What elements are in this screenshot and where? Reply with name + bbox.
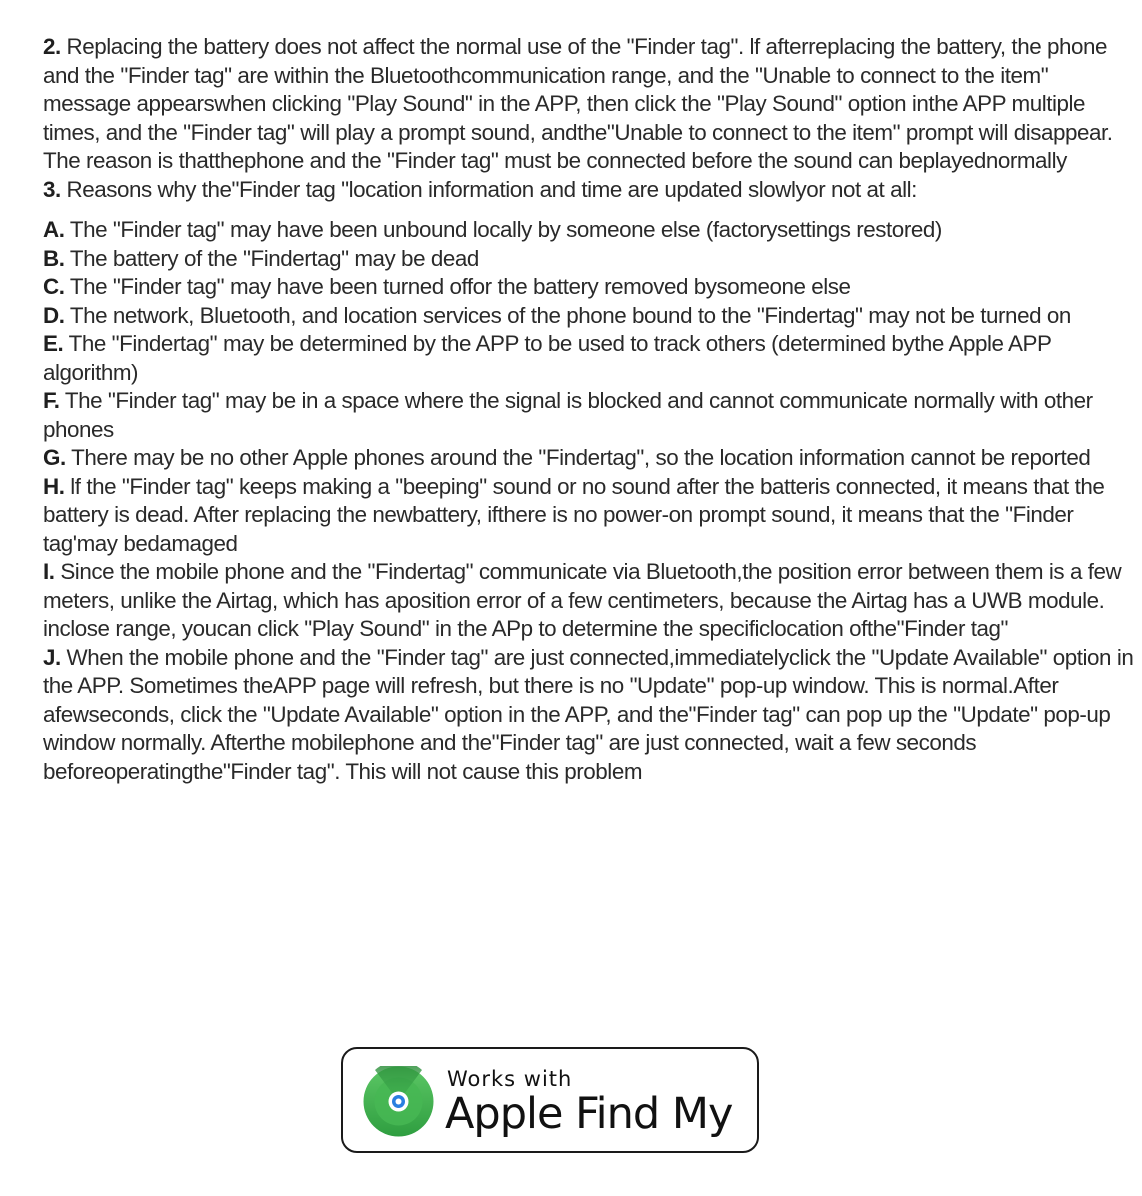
paragraph-text: Reasons why the"Finder tag "location information and time are updated slowlyor not at all:	[60, 176, 917, 202]
list-item-h	[43, 473, 1135, 559]
list-marker: A.	[43, 217, 65, 242]
list-marker: D.	[43, 302, 65, 328]
list-item-j	[43, 644, 1135, 787]
list-marker: H.	[43, 473, 65, 499]
list-item-text: When the mobile phone and the "Finder tag" are just connected,immediatelyclick the "Update Available" option in the APP. Sometimes theAPP page will refresh, but there is no "Update" pop-up window. This is normal.After afewseconds, click the "Update Available" option in the APP, and the"Finder tag" can pop up the "Update" pop-up window normally. Afterthe mobilephone and the"Finder tag" are just connected, wait a few seconds beforeoperatingthe"Finder tag". This will not cause this problem	[43, 644, 1134, 784]
list-marker: F.	[43, 388, 60, 413]
list-item-text: The "Finder tag" may be in a space where the signal is blocked and cannot communicate normally with other phones	[43, 388, 1093, 442]
list-item-c	[43, 273, 1135, 302]
paragraph-2	[43, 33, 1135, 176]
list-item-text: Since the mobile phone and the "Findertag" communicate via Bluetooth,the position error between them is a few meters, unlike the Airtag, which has aposition error of a few centimeters, because the Airtag has a UWB module. inclose range, youcan click "Play Sound" in the APp to determine the specificlocation ofthe"Finder tag"	[43, 559, 1122, 641]
paragraph-marker: 3.	[43, 176, 61, 202]
paragraph-marker: 2.	[43, 34, 61, 59]
list-item-i	[43, 558, 1135, 644]
works-with-find-my-badge	[341, 1047, 759, 1153]
list-marker: I.	[43, 559, 55, 584]
instructions-text	[43, 33, 1135, 786]
find-my-radar-icon	[363, 1066, 434, 1137]
list-item-text: The "Finder tag" may have been turned offor the battery removed bysomeone else	[64, 274, 851, 299]
list-item-g	[43, 444, 1135, 473]
paragraph-3	[43, 176, 1135, 205]
list-item-b	[43, 245, 1135, 274]
apple-find-my-label: Apple Find My	[445, 1089, 733, 1139]
works-with-label: Works with	[447, 1067, 573, 1091]
list-item-e	[43, 330, 1135, 387]
list-item-text: lf the "Finder tag" keeps making a "beeping" sound or no sound after the batteris connected, it means that the battery is dead. After replacing the newbattery, ifthere is no power-on prompt sound, it means that the "Finder tag'may bedamaged	[43, 473, 1105, 556]
list-item-text: The battery of the "Findertag" may be dead	[64, 245, 479, 271]
list-marker: J.	[43, 644, 61, 670]
list-marker: G.	[43, 445, 66, 470]
list-item-text: There may be no other Apple phones around the "Findertag", so the location information cannot be reported	[65, 445, 1091, 470]
list-item-d	[43, 302, 1135, 331]
list-item-text: The network, Bluetooth, and location services of the phone bound to the "Findertag" may not be turned on	[64, 302, 1071, 328]
paragraph-text: Replacing the battery does not affect the normal use of the "Finder tag". lf afterreplacing the battery, the phone and the "Finder tag" are within the Bluetoothcommunication range, and the "Unable to connect to the item" message appearswhen clicking "Play Sound" in the APP, then click the "Play Sound" option inthe APP multiple times, and the "Finder tag" will play a prompt sound, andthe"Unable to connect to the item" prompt will disappear. The reason is thatthephone and the "Finder tag" must be connected before the sound can beplayednormally	[43, 34, 1113, 173]
list-item-text: The "Findertag" may be determined by the APP to be used to track others (determined bythe Apple APP algorithm)	[43, 331, 1052, 385]
list-marker: C.	[43, 274, 65, 299]
list-marker: B.	[43, 245, 65, 271]
list-marker: E.	[43, 331, 64, 356]
list-item-a	[43, 216, 1135, 245]
list-item-f	[43, 387, 1135, 444]
list-item-text: The "Finder tag" may have been unbound locally by someone else (factorysettings restored)	[64, 217, 942, 242]
